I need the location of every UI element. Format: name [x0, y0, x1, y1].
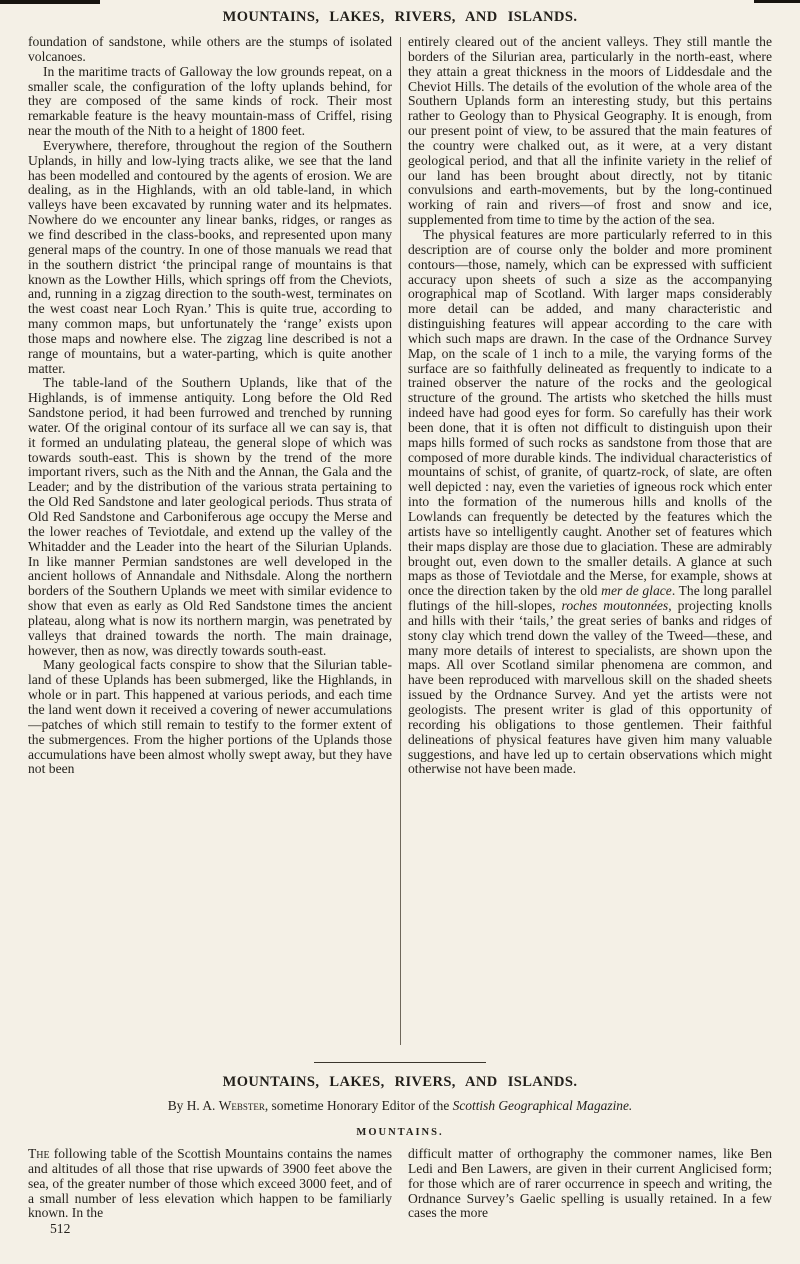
bottom-left-paragraphs — [28, 1147, 392, 1221]
paragraph: Everywhere, therefore, throughout the region of the Southern Uplands, in hilly and low-lying tracts alike, we see that the land has been modelled and contoured by the agents of erosion. We are dealing, as in the Highlands, with an old table-land, in which valleys have been excavated by running water and its helpmates. Nowhere do we encounter any linear banks, ridges, or ranges as we find described in the class-books, and represented upon many general maps of the country. In one of those manuals we read that in the southern district ‘the principal range of mountains is that known as the Lowther Hills, which springs off from the Cheviots, and, running in a zigzag direction to the south-west, terminates on the west coast near Loch Ryan.’ This is quite true, according to many common maps, but unfortunately the ‘range’ exists upon those maps and nowhere else. The zigzag line described is not a range of mountains, but a water-parting, which is quite another matter. — [28, 137, 392, 376]
paragraph: difficult matter of orthography the commoner names, like Ben Ledi and Ben Lawers, are given in their current Anglicised form; for those which are of rarer occurrence in speech and writing, the Ordnance Survey’s Gaelic spelling is usually retained. In a few cases the more — [408, 1147, 772, 1221]
top-article-columns — [28, 35, 772, 1047]
bottom-left-column — [28, 1147, 392, 1239]
paragraph: foundation of sandstone, while others are the stumps of isolated volcanoes. — [28, 35, 392, 64]
top-right-column — [408, 35, 772, 1047]
bottom-right-column — [408, 1147, 772, 1239]
paragraph: Many geological facts conspire to show that the Silurian table-land of these Uplands has been submerged, like the Highlands, in whole or in part. This happened at various periods, and each time the land went down it received a covering of newer accumulations—patches of which still remain to testify to the former extent of the submergences. From the higher portions of the Uplands those accumulations have been almost wholly swept away, but they have not been — [28, 657, 392, 777]
column-divider-rule — [400, 37, 401, 1045]
section-divider-rule — [314, 1062, 486, 1063]
paragraph: In the maritime tracts of Galloway the low grounds repeat, on a smaller scale, the configuration of the lofty uplands behind, for they are composed of the same kinds of rock. Their most remarkable feature is the heavy mountain-mass of Criffel, rising near the mouth of the Nith to a height of 1800 feet. — [28, 63, 392, 139]
paragraph: The physical features are more particularly referred to in this description are of course only the bolder and more prominent contours—those, namely, which can be expressed with sufficient accuracy upon sheets of such a size as the accompanying orographical map of Scotland. With larger maps considerably more detail can be added, and many characteristic and distinguishing features will appear according to the care with which such maps are drawn. In the case of the Ordnance Survey Map, on the scale of 1 inch to a mile, the varying forms of the surface are so faithfully delineated as frequently to indicate to a trained observer the nature of the rocks and the geological structure of the ground. The artists who sketched the hills must indeed have had good eyes for form. So carefully has their work been done, that it is often not difficult to distinguish upon their maps hills formed of such rocks as sandstone from those that are composed of more durable kinds. The individual characteristics of mountains of schist, of granite, of quartz-rock, of slate, are often well depicted : nay, even the varieties of igneous rock which enter into the formation of the numerous hills and knolls of the Lowlands can frequently be detected by the features which the artists have so intelligently caught. Another set of features which their maps display are those due to glaciation. These are admirably brought out, even down to the smaller details. A glance at such maps as those of Teviotdale and the Merse, for example, shows at once the direction taken by the old mer de glace. The long parallel flutings of the hill-slopes, roches moutonnées, projecting knolls and hills with their ‘tails,’ the great series of banks and ridges of stony clay which trend down the valley of the Tweed—these, and many more details of interest to specialists, are shown upon the maps. All over Scotland similar phenomena are common, and have been reproduced with marvellous skill on the shaded sheets issued by the Ordnance Survey. And yet the artists were not geologists. The present writer is glad of this opportunity of recording his obligations to those gentlemen. Their faithful delineations of physical features have given him many valuable suggestions, and have led up to certain observations which might otherwise not have been made. — [408, 226, 772, 777]
scan-artifact-right — [754, 0, 800, 3]
article-title: MOUNTAINS, LAKES, RIVERS, AND ISLANDS. — [222, 1074, 578, 1090]
running-header: MOUNTAINS, LAKES, RIVERS, AND ISLANDS. — [222, 9, 578, 25]
scan-artifact-left — [0, 0, 100, 4]
paragraph: The following table of the Scottish Mountains contains the names and altitudes of all those that rise upwards of 3900 feet above the sea, of the greater number of those which exceed 3000 feet, and of a small number of less elevation which happen to be familiarly known. In the — [28, 1147, 392, 1221]
top-left-column — [28, 35, 392, 1047]
bottom-article-columns — [28, 1147, 772, 1239]
paragraph: The table-land of the Southern Uplands, like that of the Highlands, is of immense antiquity. Long before the Old Red Sandstone period, it had been furrowed and trenched by running water. Of the original contour of its surface all we can say is, that it formed an undulating plateau, the general slope of which was towards south-east. This is shown by the trend of the more important rivers, such as the Nith and the Annan, the Gala and the Leader; and by the distribution of the various strata pertaining to the Old Red Sandstone and later geological periods. Thus strata of Old Red Sandstone and Carboniferous age occupy the Merse and the lower reaches of Teviotdale, and extend up the valley of the Whitadder and the Leader into the heart of the Silurian Uplands. In like manner Permian sandstones are well developed in the ancient hollows of Annandale and Nithsdale. Along the northern borders of the Southern Uplands we meet with similar evidence to show that even as early as Old Red Sandstone times the ancient plateau, along what is now its northern margin, was penetrated by valleys that drained towards the north. The main drainage, however, then as now, was directly towards south-east. — [28, 375, 392, 658]
page-number: 512 — [50, 1221, 71, 1237]
byline: By H. A. Webster, sometime Honorary Editor of the Scottish Geographical Magazine. — [167, 1098, 633, 1113]
section-subheading: MOUNTAINS. — [356, 1127, 444, 1138]
paragraph: entirely cleared out of the ancient valleys. They still mantle the borders of the Silurian area, particularly in the north-east, where they attain a great thickness in the moors of Liddesdale and the Cheviot Hills. The details of the evolution of the whole area of the Southern Uplands form an interesting study, but this pertains rather to Geology than to Physical Geography. It is enough, from our present point of view, to be assured that the main features of the country were chalked out, as it were, at a very distant geological period, and that all the infinite variety in the relief of our land has been brought about directly, not by titanic convulsions and earth-movements, but by the long-continued working of rain and rivers—of frost and snow and ice, supplemented from time to time by the action of the sea. — [408, 35, 772, 228]
